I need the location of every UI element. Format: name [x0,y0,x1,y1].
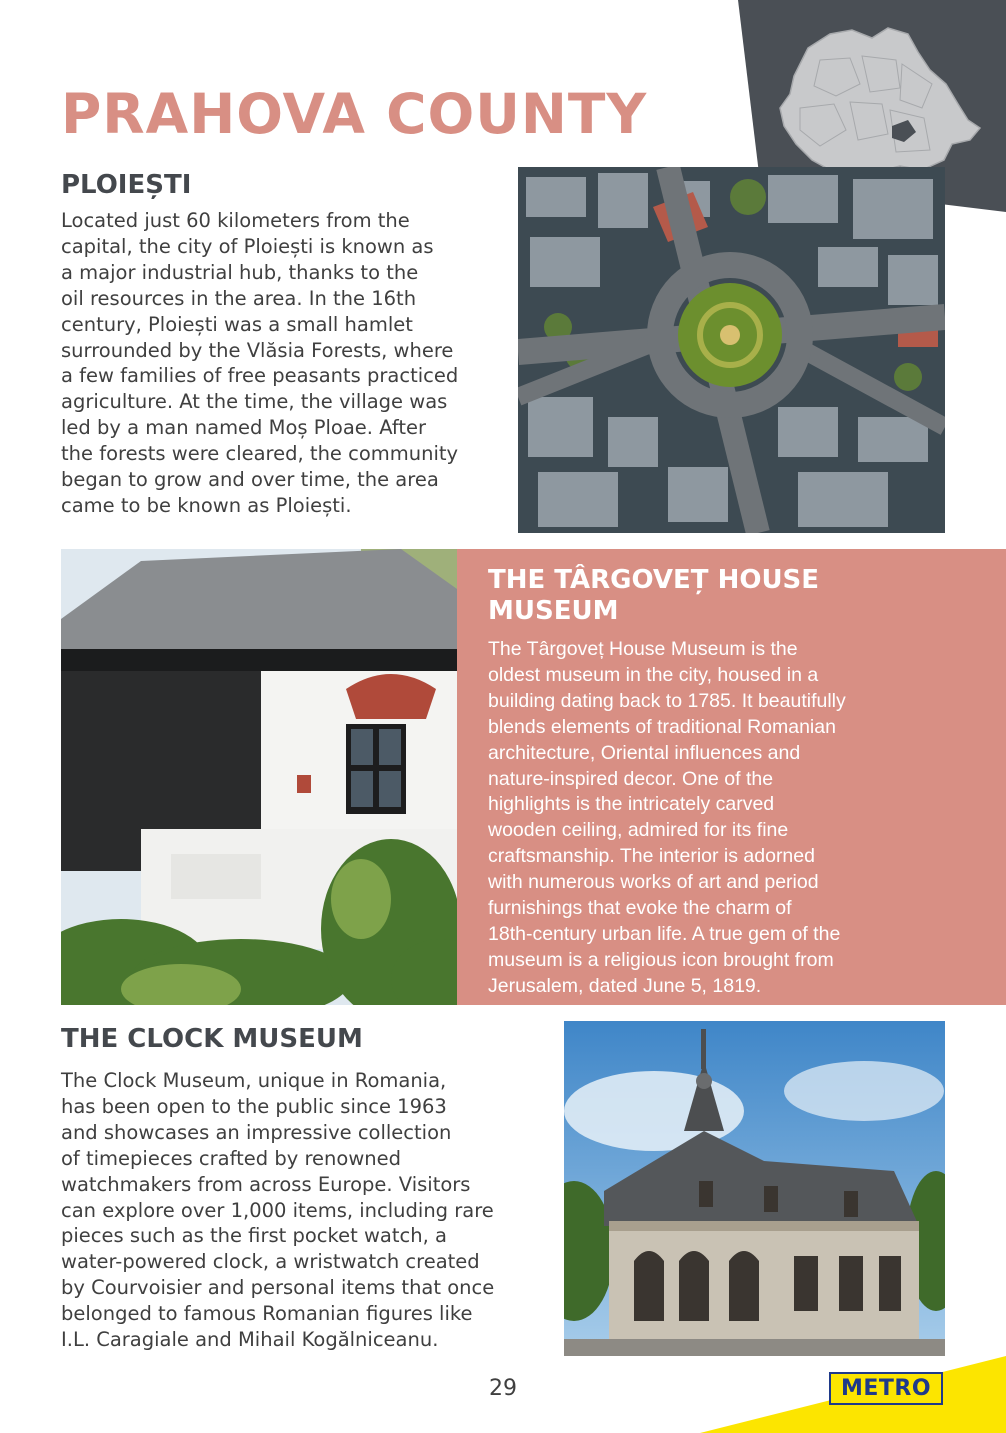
text-line: highlights is the intricately carved [488,793,775,816]
text-line: oldest museum in the city, housed in a [488,663,819,686]
text-line: blends elements of traditional Romanian [488,715,836,738]
text-line: oil resources in the area. In the 16th [61,286,417,310]
clock-museum-photo [564,1021,945,1356]
text-line: building dating back to 1785. It beautifully [488,689,846,712]
text-line: craftsmanship. The interior is adorned [488,845,815,868]
text-line: Jerusalem, dated June 5, 1819. [488,974,762,997]
text-line: I.L. Caragiale and Mihail Kogălniceanu. [61,1328,439,1352]
text-line: belonged to famous Romanian figures like [61,1302,473,1326]
text-line: surrounded by the Vlăsia Forests, where [61,338,454,362]
metro-logo: METRO [829,1372,943,1405]
text-line: led by a man named Moș Ploae. After [61,416,427,440]
text-line: agriculture. At the time, the village was [61,390,448,414]
text-line: watchmakers from across Europe. Visitors [61,1172,471,1196]
text-line: 18th-century urban life. A true gem of the [488,922,841,945]
text-line: Located just 60 kilometers from the [61,209,410,232]
text-line: wooden ceiling, admired for its fine [488,819,789,842]
text-line: museum is a religious icon brought from [488,948,834,971]
clock-museum-paragraph [61,1068,551,1353]
text-line: century, Ploiești was a small hamlet [61,312,413,336]
targovet-heading: THE TÂRGOVEȚ HOUSE MUSEUM [488,565,820,626]
text-line: capital, the city of Ploiești is known as [61,234,434,258]
text-line: a major industrial hub, thanks to the [61,260,419,284]
text-line: of timepieces crafted by renowned [61,1146,402,1170]
text-line: by Courvoisier and personal items that once [61,1276,495,1300]
text-line: began to grow and over time, the area [61,468,439,492]
targovet-panel [457,549,1006,1005]
text-line: with numerous works of art and period [488,871,819,894]
text-line: The Târgoveț House Museum is the [488,638,798,660]
text-line: came to be known as Ploiești. [61,493,352,517]
text-line: furnishings that evoke the charm of [488,897,792,920]
page-title: PRAHOVA COUNTY [61,82,648,146]
text-line: architecture, Oriental influences and [488,741,801,764]
targovet-house-photo [61,549,457,1005]
text-line: the forests were cleared, the community [61,442,459,466]
text-line: nature-inspired decor. One of the [488,767,774,790]
clock-museum-heading: THE CLOCK MUSEUM [61,1024,363,1054]
ploiesti-heading: PLOIEȘTI [61,170,192,200]
text-line: has been open to the public since 1963 [61,1094,447,1118]
ploiesti-aerial-photo [518,167,945,533]
ploiesti-paragraph [61,208,511,519]
text-line: can explore over 1,000 items, including rare [61,1198,494,1222]
targovet-paragraph [488,637,968,1000]
page-number: 29 [489,1376,517,1401]
text-line: and showcases an impressive collection [61,1120,452,1144]
text-line: pieces such as the first pocket watch, a [61,1224,447,1248]
text-line: a few families of free peasants practiced [61,364,459,388]
text-line: water-powered clock, a wristwatch created [61,1250,480,1274]
text-line: The Clock Museum, unique in Romania, [61,1069,447,1092]
